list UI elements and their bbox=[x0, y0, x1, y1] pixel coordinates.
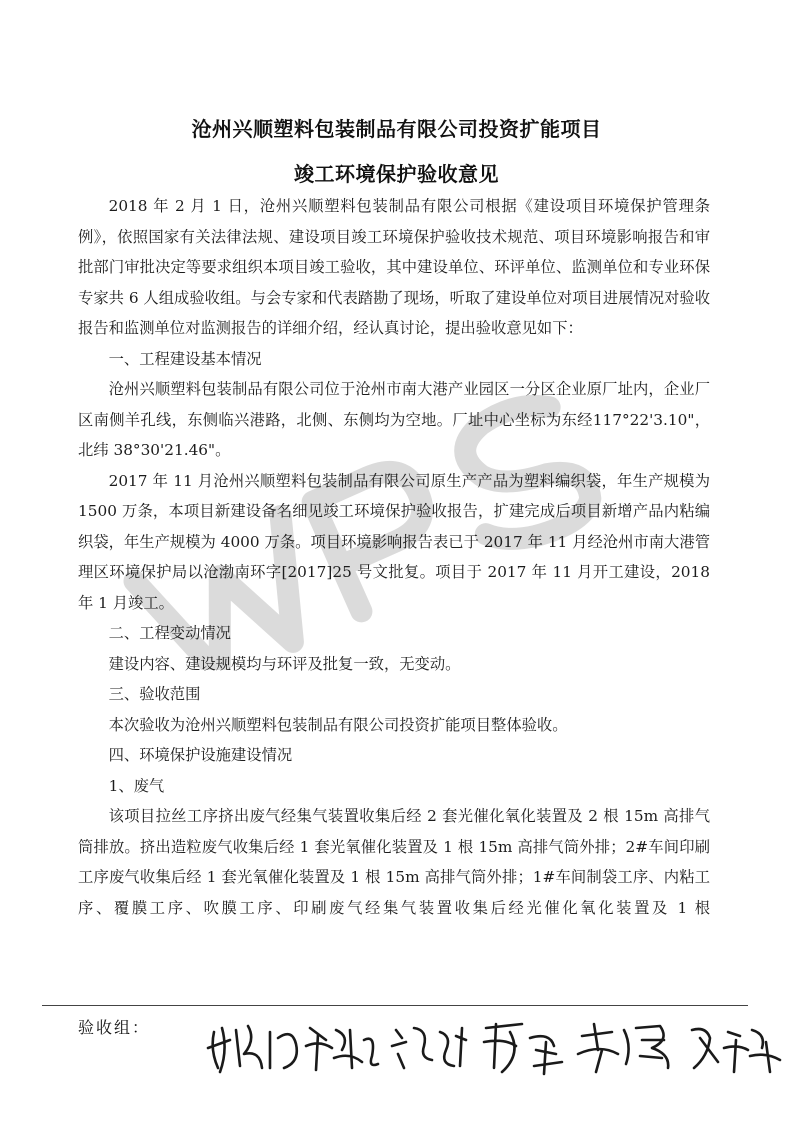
body-paragraph: 沧州兴顺塑料包装制品有限公司位于沧州市南大港产业园区一分区企业原厂址内，企业厂区南侧羊孔线，东侧临兴港路，北侧、东侧均为空地。厂址中心坐标为东经117°22'3.10"，北纬 38°30'21.46"。 bbox=[78, 380, 710, 459]
section-heading: 建设内容、建设规模均与环评及批复一致，无变动。 bbox=[108, 654, 461, 673]
body-paragraph: 2017 年 11 月沧州兴顺塑料包装制品有限公司原生产产品为塑料编织袋，年生产规模为 1500 万条，本项目新建设备名细见竣工环境保护验收报告，扩建完成后项目新增产品内粘编织袋，年生产规模为 4000 万条。项目环境影响报告表已于 2017 年 11 月经沧州市南大港管理区环境保护局以沧渤南环字[2017]25 号文批复。项目于 2017 年 11 月开工建设，2018 年 1 月竣工。 bbox=[78, 471, 710, 612]
footer-label: 验收组： bbox=[78, 1018, 151, 1037]
document-body bbox=[78, 191, 710, 923]
body-paragraph: 该项目拉丝工序挤出废气经集气装置收集后经 2 套光催化氧化装置及 2 根 15m 高排气筒排放。挤出造粒废气收集后经 1 套光氧催化装置及 1 根 15m 高排气筒外排；2#车间印刷工序废气收集后经 1 套光氧催化装置及 1 根 15m 高排气筒外排；1#车间制袋工序、内粘工序、覆膜工序、吹膜工序、印刷废气经集气装置收集后经光催化氧化装置及 1 根 bbox=[78, 807, 710, 917]
footer-divider bbox=[42, 1005, 748, 1006]
signatures-handwritten bbox=[200, 1010, 790, 1080]
section-heading: 本次验收为沧州兴顺塑料包装制品有限公司投资扩能项目整体验收。 bbox=[108, 715, 568, 734]
section-heading: 四、环境保护设施建设情况 bbox=[108, 746, 293, 764]
document-title-line2: 竣工环境保护验收意见 bbox=[294, 162, 499, 186]
body-paragraph: 2018 年 2 月 1 日，沧州兴顺塑料包装制品有限公司根据《建设项目环境保护管理条例》，依照国家有关法律法规、建设项目竣工环境保护验收技术规范、项目环境影响报告和审批部门审批决定等要求组织本项目竣工验收，其中建设单位、环评单位、监测单位和专业环保专家共 6 人组成验收组。与会专家和代表踏勘了现场，听取了建设单位对项目进展情况对验收报告和监测单位对监测报告的详细介绍，经认真讨论，提出验收意见如下： bbox=[78, 197, 710, 337]
document-title-line1: 沧州兴顺塑料包装制品有限公司投资扩能项目 bbox=[191, 117, 602, 141]
section-heading: 三、验收范围 bbox=[108, 685, 201, 703]
section-heading: 二、工程变动情况 bbox=[108, 624, 231, 642]
section-heading: 1、废气 bbox=[108, 776, 165, 795]
section-heading: 一、工程建设基本情况 bbox=[108, 349, 262, 368]
